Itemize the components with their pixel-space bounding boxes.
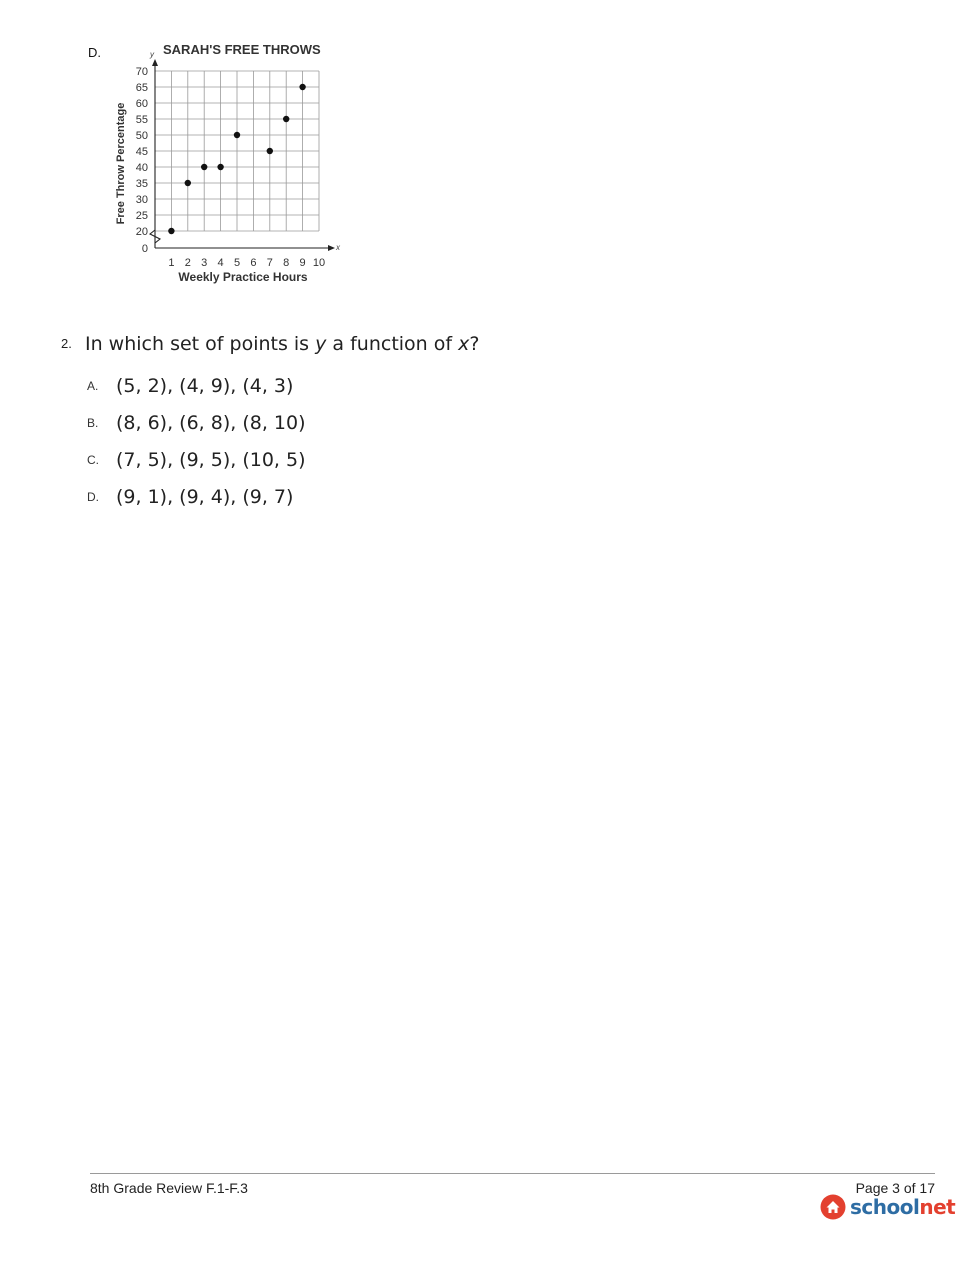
question-number: 2. [61, 336, 72, 351]
choice-letter: A. [87, 379, 99, 393]
y-tick-label: 25 [135, 210, 148, 222]
x-tick-label: 1 [168, 257, 175, 269]
brand-school: school [850, 1195, 920, 1219]
y-tick-label: 65 [135, 82, 148, 94]
y-tick-label: 55 [135, 114, 148, 126]
x-axis-arrow [328, 245, 335, 251]
y-tick-label: 60 [135, 98, 148, 110]
choice-letter: D. [87, 490, 99, 504]
brand-net: net [919, 1195, 956, 1219]
y-tick-label: 70 [135, 66, 148, 78]
x-tick-label: 3 [201, 257, 208, 269]
x-tick-label: 2 [184, 257, 191, 269]
x-axis-label: Weekly Practice Hours [178, 270, 308, 284]
y-axis-label: Free Throw Percentage [115, 102, 127, 225]
var-x: x [458, 333, 470, 355]
y-tick-label: 45 [135, 146, 148, 158]
choice-text: (8, 6), (6, 8), (8, 10) [116, 412, 306, 434]
data-point [201, 164, 207, 170]
y-tick-label: 40 [135, 162, 148, 174]
house-icon [820, 1194, 846, 1220]
x-tick-label: 5 [233, 257, 241, 269]
data-point [283, 116, 289, 122]
data-point [299, 84, 305, 90]
footer-divider [90, 1173, 935, 1174]
choice-letter: B. [87, 416, 99, 430]
x-tick-label: 10 [312, 257, 326, 269]
x-tick-label: 4 [217, 257, 224, 269]
y-tick-label: 20 [135, 226, 148, 238]
page-indicator: Page 3 of 17 [855, 1180, 935, 1196]
choice-letter: C. [87, 453, 99, 467]
x-tick-label: 8 [283, 257, 290, 269]
x-axis-symbol: x [336, 243, 340, 252]
choice-text: (9, 1), (9, 4), (9, 7) [116, 486, 294, 508]
x-tick-label: 9 [299, 257, 306, 269]
chart-title: SARAH'S FREE THROWS [163, 42, 321, 57]
footer-title: 8th Grade Review F.1-F.3 [90, 1180, 248, 1196]
choice-text: (7, 5), (9, 5), (10, 5) [116, 449, 306, 471]
question-text: In which set of points is y a function of x? [85, 333, 480, 355]
data-point [234, 132, 240, 138]
var-y: y [315, 333, 327, 355]
y-axis-arrow [152, 59, 158, 66]
data-point [217, 164, 223, 170]
y-tick-label: 50 [135, 130, 148, 142]
choice-text: (5, 2), (4, 9), (4, 3) [116, 375, 294, 397]
x-tick-label: 6 [250, 257, 257, 269]
data-point [267, 148, 273, 154]
data-point [168, 228, 174, 234]
y-axis-symbol: y [150, 50, 154, 59]
y-tick-label: 30 [135, 194, 148, 206]
scatter-chart [100, 36, 350, 286]
prev-option-letter: D. [88, 45, 101, 60]
data-point [185, 180, 191, 186]
x-tick-label: 7 [266, 257, 273, 269]
schoolnet-logo [820, 1194, 955, 1220]
origin-label: 0 [141, 243, 148, 255]
y-tick-label: 35 [135, 178, 148, 190]
